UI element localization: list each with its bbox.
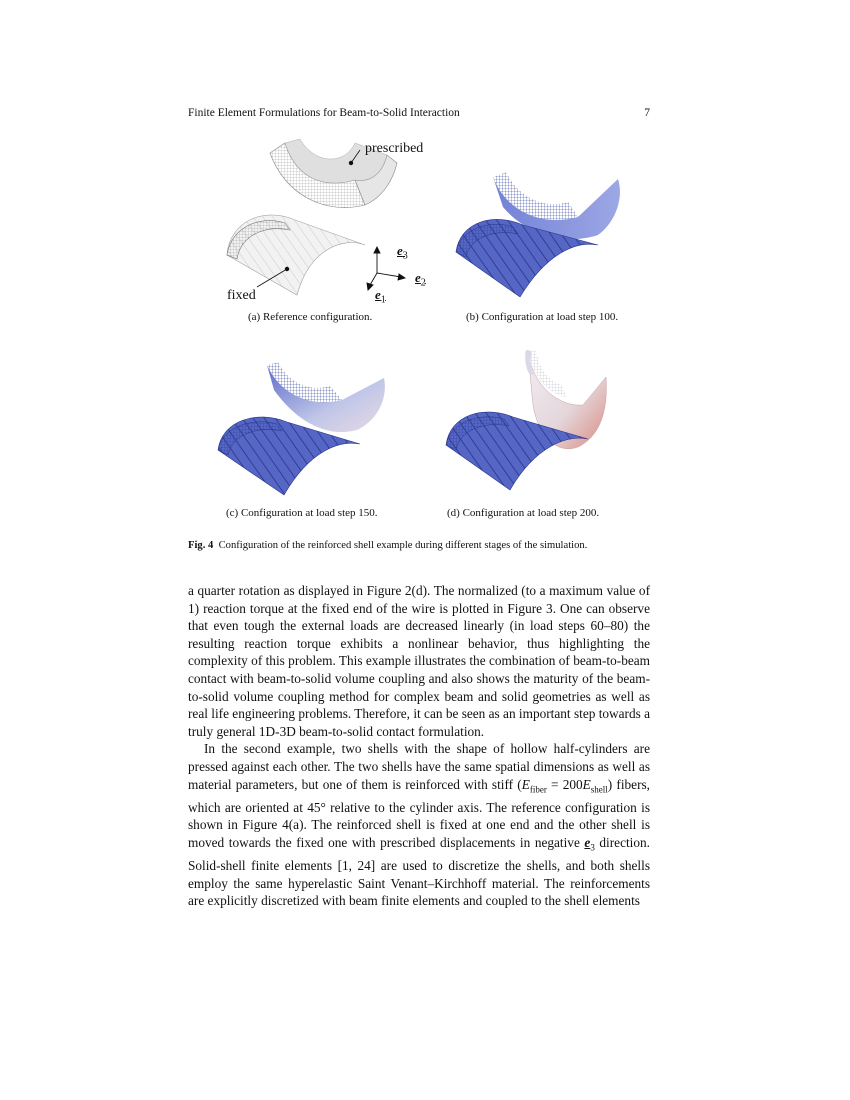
subcaption-a: (a) Reference configuration. — [248, 311, 373, 323]
figure-caption-label: Fig. 4 — [188, 540, 214, 551]
page-number: 7 — [644, 107, 650, 119]
subcaption-b: (b) Configuration at load step 100. — [466, 311, 619, 323]
panel-a — [215, 135, 445, 315]
subcaption-c: (c) Configuration at load step 150. — [226, 507, 378, 519]
figure-caption-text: Configuration of the reinforced shell example during different stages of the simulation. — [218, 540, 588, 551]
running-title: Finite Element Formulations for Beam-to-Solid Interaction — [188, 107, 460, 119]
panel-c — [212, 360, 412, 500]
panel-d — [438, 345, 638, 505]
panel-b-render — [448, 167, 648, 307]
figure-4 — [0, 125, 850, 525]
label-e3: $e_3$ — [397, 243, 408, 262]
figure-caption — [188, 540, 650, 551]
subcaption-d: (d) Configuration at load step 200. — [447, 507, 600, 519]
paragraph-2: In the second example, two shells with the shape of hollow half-cylinders are pressed against each other. The two shells have the same spatial dimensions as well as material parameters, but one of them is reinforced with stiff $(E_{fiber} = 200E_{shell})$ fibers, which are oriented at 45° relative to the cylinder axis. The reference configuration is shown in Figure 4(a). The reinforced shell is fixed at one end and the other shell is moved towards the fixed one with prescribed displacements in negative $e_3$ direction. Solid-shell finite elements [1, 24] are used to discretize the shells, and both shells employ the same hyperelastic Saint Venant–Kirchhoff material. The reinforcements are explicitly discretized with beam finite elements and coupled to the shell elements — [188, 741, 650, 909]
label-e1: $e_1$ — [375, 287, 386, 306]
panel-d-render — [438, 345, 638, 505]
paragraph-1: a quarter rotation as displayed in Figure 2(d). The normalized (to a maximum value of 1) reaction torque at the fixed end of the wire is plotted in Figure 3. One can observe that even tough the external loads are decreased linearly (in load steps 60–80) the resulting reaction torque exhibits a nonlinear behavior, thus highlighting the complexity of this problem. This example illustrates the combination of beam-to-beam contact with beam-to-solid volume coupling and also shows the maturity of the beam-to-solid volume coupling method for complex beam and solid geometries as well as real life engineering problems. Therefore, it can be seen as an important step towards a truly general 1D-3D beam-to-solid contact formulation. — [188, 583, 651, 739]
body-text — [188, 582, 650, 910]
label-fixed: fixed — [227, 288, 256, 303]
panel-b — [448, 167, 648, 307]
label-prescribed: prescribed — [365, 141, 424, 156]
panel-c-render — [212, 360, 412, 500]
running-head — [188, 107, 650, 119]
label-e2: $e_2$ — [415, 270, 426, 289]
